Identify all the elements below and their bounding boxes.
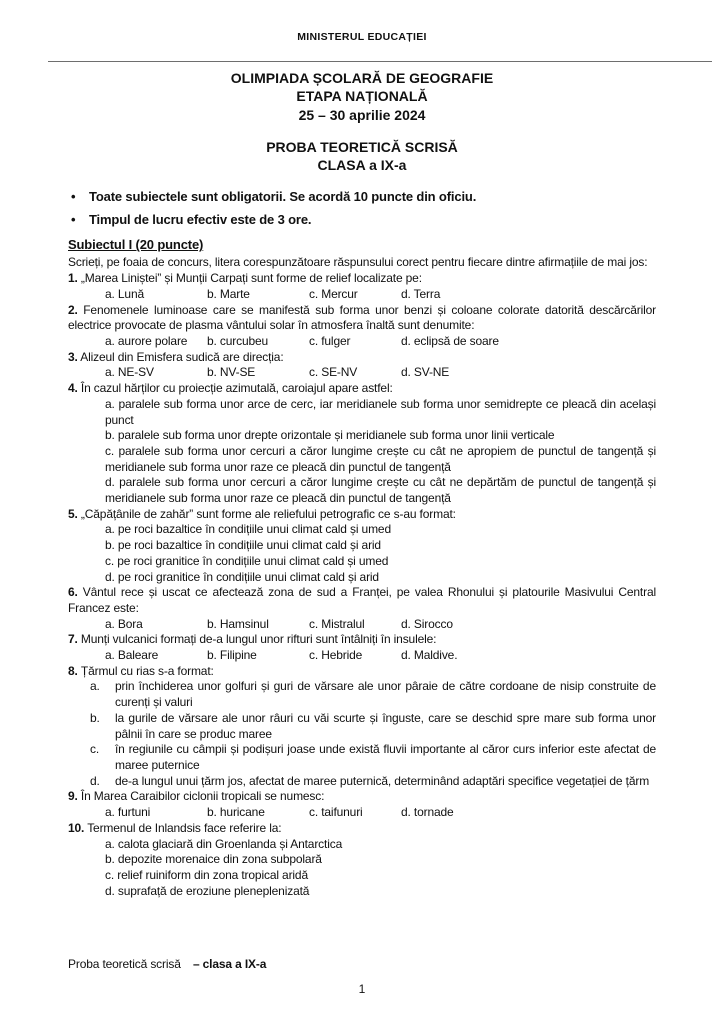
option-a <box>68 679 656 710</box>
question-7 <box>68 632 656 663</box>
question-number: 10. <box>68 820 85 835</box>
option-b: b. depozite morenaice din zona subpolară <box>105 852 322 867</box>
options-row <box>68 648 656 664</box>
general-notes <box>68 189 656 228</box>
option-c: c. SE-NV <box>309 365 358 380</box>
section-instructions: Scrieți, pe foaia de concurs, litera corespunzătoare răspunsului corect pentru fiecare dintre afirmațiile de mai jos: <box>68 255 648 270</box>
question-8 <box>68 664 656 790</box>
question-number: 5. <box>68 506 78 521</box>
option-letter: c. <box>90 742 100 757</box>
page-number: 1 <box>358 982 366 996</box>
option-d: d. Terra <box>401 286 441 301</box>
questions-list <box>68 271 656 899</box>
option-d: d. pe roci granitice în condițiile unui climat cald și arid <box>105 569 379 584</box>
question-statement: „Căpățânile de zahăr” sunt forme ale reliefului petrografic ce s-au format: <box>77 506 456 521</box>
option-d <box>68 774 656 790</box>
note-text: Timpul de lucru efectiv este de 3 ore. <box>89 212 312 228</box>
options-row <box>68 365 656 381</box>
option-a: a. aurore polare <box>105 334 188 348</box>
question-4 <box>68 381 656 507</box>
option-a: a. NE-SV <box>105 365 154 380</box>
option-d: d. tornade <box>401 805 454 820</box>
question-number: 9. <box>68 789 78 804</box>
olympiad-dates: 25 – 30 aprilie 2024 <box>298 106 426 123</box>
option-c: c. pe roci granitice în condițiile unui climat cald și umed <box>105 553 389 568</box>
options-row <box>68 287 656 303</box>
option-b: b. paralele sub forma unor drepte orizontale și meridianele sub forma unor linii verticale <box>105 428 555 443</box>
question-statement: Țărmul cu rias s-a format: <box>77 663 214 678</box>
option-b: b. huricane <box>207 805 265 820</box>
footer-paper-label: Proba teoretică scrisă <box>68 957 181 971</box>
question-1 <box>68 271 656 302</box>
question-statement: Fenomenele luminoase care se manifestă sub forma unor benzi și coloane colorate datorită descărcărilor electrice provocate de plasma vântului solar în atmosfera înaltă sunt denumite: <box>68 302 656 333</box>
option-a: a. pe roci bazaltice în condițiile unui climat cald și umed <box>105 522 391 537</box>
question-number: 3. <box>68 349 78 364</box>
class-level: CLASA a IX-a <box>317 157 407 174</box>
option-letter: d. <box>90 773 100 788</box>
question-statement: Munți vulcanici formați de-a lungul unor rifturi sunt întâlniți în insulele: <box>77 632 437 647</box>
note-item <box>68 212 656 228</box>
option-letter: b. <box>90 710 100 725</box>
option-text: prin închiderea unor golfuri și guri de vărsare ale unor pâraie de către cordoane de nisip construite de curenți și valuri <box>115 679 656 710</box>
question-text <box>68 789 656 805</box>
page-content <box>68 0 656 899</box>
bullet-icon: • <box>71 212 76 228</box>
option-text: de-a lungul unui țărm jos, afectat de maree puternică, determinând adaptări specifice vegetației de țărm <box>115 773 650 788</box>
option-b: b. Hamsinul <box>207 616 269 631</box>
options-row <box>68 334 656 350</box>
option-a: a. paralele sub forma unor arce de cerc, iar meridianele sub forma unor semidrepte ce pleacă din același punct <box>105 396 656 427</box>
option-a: a. Lună <box>105 286 144 301</box>
option-d: d. suprafață de eroziune pleneplenizată <box>105 883 310 898</box>
option-c: c. Mercur <box>309 286 358 301</box>
question-text <box>68 381 656 397</box>
question-number: 7. <box>68 632 78 647</box>
question-number: 2. <box>68 302 78 317</box>
question-2 <box>68 303 656 350</box>
note-text: Toate subiectele sunt obligatorii. Se acordă 10 puncte din oficiu. <box>89 189 477 205</box>
option-c: c. paralele sub forma unor cercuri a căror lungime crește cu cât ne apropiem de punctul de tangență și meridianele sub forma unor raze ce pleacă din punctul de tangență <box>105 443 656 474</box>
question-statement: În Marea Caraibilor ciclonii tropicali se numesc: <box>77 789 325 804</box>
question-number: 1. <box>68 271 78 286</box>
question-text <box>68 350 656 366</box>
question-text <box>68 664 656 680</box>
title-block <box>68 69 656 124</box>
options-row <box>68 617 656 633</box>
option-text: în regiunile cu câmpii și podișuri joase unde există fluvii importante al căror curs inferior este afectat de maree puternice <box>115 742 656 772</box>
option-text: la gurile de vărsare ale unor râuri cu văi scurte și înguste, care se deschid spre mare sub forma unor pâlnii în care se produc maree <box>115 710 656 741</box>
option-d: d. Sirocco <box>401 616 453 631</box>
footer <box>68 957 266 971</box>
option-c: c. relief ruiniform din zona tropical aridă <box>105 867 308 882</box>
option-d: d. paralele sub forma unor cercuri a căror lungime crește cu cât ne depărtăm de punctul de tangență și meridianele sub forma unor raze ce pleacă din punctul de tangență <box>105 475 656 506</box>
question-text <box>68 821 656 837</box>
question-3 <box>68 350 656 381</box>
option-c: c. Mistralul <box>309 616 365 631</box>
question-6 <box>68 585 656 632</box>
paper-type: PROBA TEORETICĂ SCRISĂ <box>266 138 458 155</box>
option-c: c. fulger <box>309 334 351 348</box>
options-row <box>68 805 656 821</box>
option-c: c. taifunuri <box>309 805 363 820</box>
option-letter: a. <box>90 679 100 694</box>
section-heading: Subiectul I (20 puncte) <box>68 237 204 253</box>
note-item <box>68 189 656 205</box>
question-text <box>68 507 656 523</box>
option-a: a. furtuni <box>105 805 151 820</box>
question-text <box>68 585 656 616</box>
question-text <box>68 271 656 287</box>
question-statement: Vântul rece și uscat ce afectează zona de sud a Franței, pe valea Rhonului și platourile Masivului Central Francez este: <box>68 585 656 615</box>
question-statement: Alizeul din Emisfera sudică are direcția: <box>77 349 284 364</box>
question-statement: „Marea Liniștei” și Munții Carpați sunt forme de relief localizate pe: <box>77 271 422 286</box>
option-b: b. pe roci bazaltice în condițiile unui climat cald și arid <box>105 538 381 553</box>
option-a: a. Bora <box>105 616 143 631</box>
bullet-icon: • <box>71 189 76 205</box>
option-d: d. eclipsă de soare <box>401 334 499 348</box>
option-a: a. calota glaciară din Groenlanda și Antarctica <box>105 836 343 851</box>
option-b <box>68 711 656 742</box>
olympiad-stage: ETAPA NAȚIONALĂ <box>296 88 428 105</box>
option-d: d. SV-NE <box>401 365 450 380</box>
option-b: b. Marte <box>207 286 250 301</box>
option-b: b. curcubeu <box>207 334 269 348</box>
question-statement: Termenul de Inlandsis face referire la: <box>84 820 282 835</box>
ministry-header: MINISTERUL EDUCAȚIEI <box>297 31 427 43</box>
question-9 <box>68 789 656 820</box>
footer-class-label: – clasa a IX-a <box>192 957 267 971</box>
option-d: d. Maldive. <box>401 648 458 663</box>
option-c: c. Hebride <box>309 648 363 663</box>
question-number: 6. <box>68 585 78 600</box>
question-text <box>68 632 656 648</box>
question-number: 8. <box>68 663 78 678</box>
question-5 <box>68 507 656 586</box>
question-text <box>68 303 656 334</box>
subtitle-block <box>68 138 656 175</box>
option-b: b. NV-SE <box>207 365 256 380</box>
option-c <box>68 742 656 773</box>
question-10 <box>68 821 656 900</box>
option-b: b. Filipine <box>207 648 257 663</box>
option-a: a. Baleare <box>105 648 159 663</box>
question-number: 4. <box>68 381 78 396</box>
question-statement: În cazul hărților cu proiecție azimutală, caroiajul apare astfel: <box>77 381 393 396</box>
olympiad-title: OLIMPIADA ȘCOLARĂ DE GEOGRAFIE <box>230 70 494 86</box>
